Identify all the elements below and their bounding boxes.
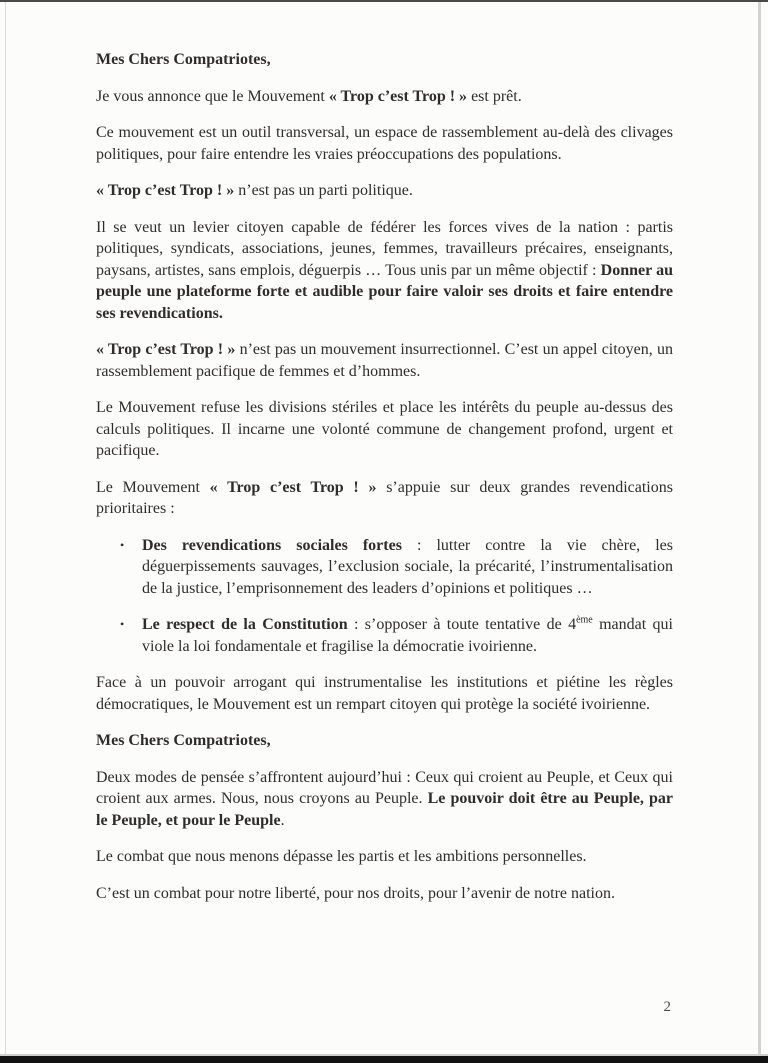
- text-segment: n’est pas un mouvement insurrectionnel. C’est un appel citoyen, un rassemblement pacifique de femmes et d’hommes.: [96, 341, 674, 380]
- bold-text-segment: « Trop c’est Trop ! »: [328, 87, 468, 105]
- bullet-marker-icon: •: [120, 537, 125, 552]
- salutation-heading: [96, 49, 673, 71]
- paragraph: [96, 477, 673, 520]
- bullet-marker-icon: •: [120, 617, 125, 631]
- text-segment: : lutter contre la vie chère, les déguerpissements sauvages, l’exclusion sociale, la précarité, l’instrumentalisation de la justice, l’emprisonnement des leaders d’opinions et politiques …: [142, 536, 673, 597]
- text-segment: .: [280, 811, 285, 829]
- paragraph: [96, 397, 673, 462]
- salutation-heading: [96, 730, 673, 752]
- bold-text-segment: Le respect de la Constitution: [142, 616, 348, 633]
- paragraph: [96, 672, 673, 715]
- page-top-edge: [0, 0, 768, 2]
- bold-text-segment: « Trop c’est Trop ! »: [209, 478, 377, 496]
- text-segment: ème: [576, 614, 593, 626]
- bullet-item: [120, 614, 673, 657]
- paragraph: [96, 122, 673, 165]
- text-segment: Le Mouvement: [96, 478, 210, 496]
- paragraph: [96, 846, 673, 868]
- bold-text-segment: « Trop c’est Trop ! »: [96, 182, 235, 199]
- text-segment: Le Mouvement refuse les divisions stériles et place les intérêts du peuple au-dessus des calculs politiques. Il incarne une volonté commune de changement profond, urgent et pacifique.: [96, 399, 673, 459]
- page-right-edge: [758, 2, 761, 1054]
- text-segment: : s’opposer à toute tentative de 4: [347, 616, 577, 633]
- bold-text-segment: « Trop c’est Trop ! »: [96, 341, 236, 358]
- bullet-item: [120, 535, 673, 600]
- text-segment: Il se veut un levier citoyen capable de fédérer les forces vives de la nation : partis politiques, syndicats, associations, jeunes, femmes, travailleurs précaires, enseignants, paysans, artistes, sans emplois, déguerpis … Tous unis par un même objectif :: [96, 218, 673, 279]
- bold-text-segment: Le pouvoir doit être au Peuple, par le Peuple, et pour le Peuple: [96, 790, 673, 829]
- paragraph: [96, 86, 673, 108]
- paragraph: [96, 339, 673, 382]
- page-number: 2: [663, 999, 671, 1015]
- text-segment: Deux modes de pensée s’affrontent aujourd’hui : Ceux qui croient au Peuple, et Ceux qui croient aux armes. Nous, nous croyons au Peuple.: [96, 768, 673, 807]
- paragraph: [96, 180, 673, 202]
- bullet-text: [142, 614, 673, 657]
- bullet-text: [142, 535, 673, 600]
- bold-text-segment: Mes Chers Compatriotes,: [96, 732, 271, 749]
- page-left-edge: [5, 2, 6, 1054]
- document-body: [96, 49, 673, 919]
- bold-text-segment: Des revendications sociales fortes: [142, 536, 402, 554]
- text-segment: mandat qui viole la loi fondamentale et fragilise la démocratie ivoirienne.: [142, 616, 673, 655]
- text-segment: n’est pas un parti politique.: [234, 182, 413, 199]
- text-segment: C’est un combat pour notre liberté, pour nos droits, pour l’avenir de notre nation.: [96, 884, 615, 902]
- text-segment: est prêt.: [467, 87, 522, 105]
- text-segment: s’appuie sur deux grandes revendications prioritaires :: [96, 478, 673, 517]
- paragraph: [96, 883, 673, 905]
- bottom-black-bar: [0, 1056, 768, 1063]
- text-segment: Je vous annonce que le Mouvement: [96, 87, 329, 105]
- text-segment: Face à un pouvoir arrogant qui instrumentalise les institutions et piétine les règles démocratiques, le Mouvement est un rempart citoyen qui protège la société ivoirienne.: [96, 674, 673, 713]
- paragraph: [96, 217, 673, 325]
- text-segment: Le combat que nous menons dépasse les partis et les ambitions personnelles.: [96, 848, 587, 865]
- bold-text-segment: Mes Chers Compatriotes,: [96, 51, 271, 68]
- paragraph: [96, 767, 673, 832]
- text-segment: Ce mouvement est un outil transversal, un espace de rassemblement au-delà des clivages politiques, pour faire entendre les vraies préoccupations des populations.: [96, 124, 673, 163]
- bold-text-segment: Donner au peuple une plateforme forte et audible pour faire valoir ses droits et faire entendre ses revendications.: [96, 261, 674, 322]
